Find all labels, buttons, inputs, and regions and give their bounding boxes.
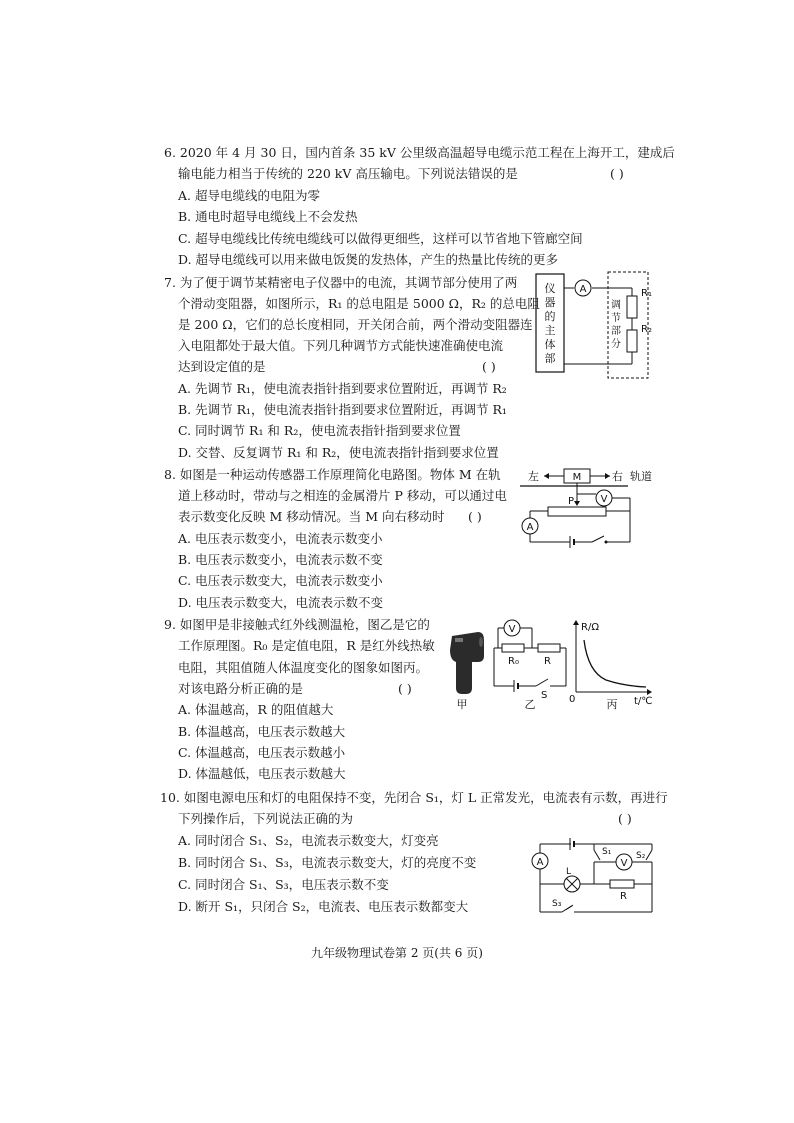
q9-graph-origin: 0 (569, 694, 576, 705)
q8-stem-line-1: 8. 如图是一种运动传感器工作原理简化电路图。物体 M 在轨 (164, 467, 501, 482)
q9-r-label: R (544, 656, 551, 667)
q8-stem-line-3: 表示数变化反映 M 移动情况。当 M 向右移动时 (178, 509, 445, 524)
q10-s3-label: S₃ (552, 899, 562, 909)
q6-option-d: D. 超导电缆线可以用来做电饭煲的发热体，产生的热量比传统的更多 (178, 252, 559, 267)
q9-r0 (502, 644, 524, 652)
q7-r2-label: R₂ (641, 324, 652, 335)
q10-voltmeter-label: V (620, 858, 628, 869)
q8-object-label: M (572, 472, 582, 483)
q9-option-a: A. 体温越高，R 的阻值越大 (178, 702, 334, 717)
q10-s2-label: S₂ (636, 851, 646, 861)
q8-option-a: A. 电压表示数变小，电流表示数变小 (178, 531, 383, 546)
q8-slider-p (574, 501, 580, 506)
q9-graph (569, 620, 653, 707)
svg-text:部: 部 (611, 326, 621, 337)
q9-label-jia: 甲 (456, 698, 468, 711)
q9-circuit (494, 620, 566, 701)
q6-stem-line-1: 6. 2020 年 4 月 30 日，国内首条 35 kV 公里级高温超导电缆示范工程在上海开工，建成后 (164, 145, 675, 160)
q9-stem-line-1: 9. 如图甲是非接触式红外线测温枪，图乙是它的 (164, 617, 430, 632)
q7-option-b: B. 先调节 R₁，使电流表指针指到要求位置附近，再调节 R₁ (178, 402, 507, 417)
q9-stem-line-3: 电阻，其阻值随人体温度变化的图象如图丙。 (178, 660, 429, 675)
q10-stem-line-2: 下列操作后，下列说法正确的为 (178, 811, 354, 826)
q7-stem-line-1: 7. 为了便于调节某精密电子仪器中的电流，其调节部分使用了两 (164, 275, 518, 290)
q7-option-d: D. 交替、反复调节 R₁ 和 R₂，使电流表指针指到要求位置 (178, 445, 499, 460)
q9-label-yi: 乙 (524, 698, 536, 711)
q8-option-d: D. 电压表示数变大，电流表示数不变 (178, 595, 384, 610)
q9-option-c: C. 体温越高，电压表示数越小 (178, 745, 346, 760)
q6-option-b: B. 通电时超导电缆线上不会发热 (178, 209, 358, 224)
q9-switch (536, 679, 548, 686)
q7-main-label-1: 仪 (544, 282, 556, 295)
svg-text:调: 调 (611, 300, 621, 311)
svg-text:的: 的 (544, 310, 556, 323)
q10-circuit-figure (526, 836, 662, 918)
q10-option-b: B. 同时闭合 S₁、S₃，电流表示数变大，灯的亮度不变 (178, 855, 477, 870)
q9-figures (446, 614, 660, 712)
q8-ammeter-label: A (526, 522, 534, 533)
page-footer: 九年级物理试卷第 2 页(共 6 页) (311, 946, 483, 960)
q9-option-b: B. 体温越高，电压表示数越大 (178, 724, 346, 739)
q7-r1-rheostat (627, 296, 637, 318)
q8-slider-label: P (568, 496, 575, 507)
q9-switch-label: S (541, 690, 548, 701)
q8-option-b: B. 电压表示数变小，电流表示数不变 (178, 552, 383, 567)
q7-stem-line-3: 是 200 Ω，它们的总长度相同，开关闭合前，两个滑动变阻器连 (178, 317, 533, 332)
q10-stem-line-1: 10. 如图电源电压和灯的电阻保持不变，先闭合 S₁，灯 L 正常发光，电流表有示数，再进行 (160, 790, 668, 805)
q8-resistor (548, 507, 606, 516)
q7-stem-line-2: 个滑动变阻器，如图所示，R₁ 的总电阻是 5000 Ω，R₂ 的总电阻 (178, 296, 540, 311)
q9-graph-curve (584, 640, 646, 687)
q9-voltmeter-label: V (508, 624, 516, 635)
q9-answer-paren: ( ) (398, 681, 412, 696)
q10-lamp-label: L (566, 867, 572, 877)
q7-r2-rheostat (627, 330, 637, 352)
q8-switch (592, 536, 604, 542)
q7-option-a: A. 先调节 R₁，使电流表指针指到要求位置附近，再调节 R₂ (178, 381, 507, 396)
q9-graph-y-label: R/Ω (581, 622, 599, 633)
q7-stem-line-5: 达到设定值的是 (178, 359, 266, 374)
q10-answer-paren: ( ) (618, 811, 632, 826)
svg-text:分: 分 (611, 339, 621, 350)
q10-r-label: R (620, 891, 627, 902)
q10-switch-s1 (594, 850, 600, 860)
q10-option-a: A. 同时闭合 S₁、S₂，电流表示数变大，灯变亮 (178, 833, 439, 848)
q9-thermometer-gun (450, 632, 484, 694)
q7-circuit-figure (528, 268, 654, 384)
q6-stem-line-2: 输电能力相当于传统的 220 kV 高压输电。下列说法错误的是 (178, 166, 518, 181)
q9-stem-line-2: 工作原理图。R₀ 是定值电阻，R 是红外线热敏 (178, 638, 435, 653)
q9-stem-line-4: 对该电路分析正确的是 (178, 681, 304, 696)
q8-left-label: 左 (528, 470, 539, 483)
q8-circuit-figure (518, 464, 668, 552)
q8-option-c: C. 电压表示数变大，电流表示数变小 (178, 573, 383, 588)
q9-label-bing: 丙 (606, 698, 618, 711)
svg-text:节: 节 (611, 313, 621, 324)
q9-graph-x-label: t/℃ (634, 696, 653, 707)
q10-s1-label: S₁ (602, 847, 612, 857)
q8-answer-paren: ( ) (468, 509, 482, 524)
q10-ammeter-label: A (536, 857, 544, 868)
q9-option-d: D. 体温越低，电压表示数越大 (178, 766, 346, 781)
q9-r (538, 644, 560, 652)
q7-answer-paren: ( ) (482, 359, 496, 374)
q10-switch-s2 (646, 850, 652, 860)
q9-r0-label: R₀ (508, 656, 519, 667)
q8-track-label: 轨道 (630, 470, 652, 483)
svg-text:体: 体 (544, 338, 556, 351)
q8-voltmeter-label: V (600, 494, 608, 505)
q8-right-label: 右 (612, 470, 623, 483)
svg-text:部: 部 (544, 352, 556, 365)
q7-r1-label: R₁ (641, 288, 652, 299)
q8-stem-line-2: 道上移动时，带动与之相连的金属滑片 P 移动，可以通过电 (178, 488, 507, 503)
q10-resistor (610, 880, 634, 888)
q10-option-c: C. 同时闭合 S₁、S₃，电压表示数不变 (178, 877, 389, 892)
q10-option-d: D. 断开 S₁，只闭合 S₂，电流表、电压表示数都变大 (178, 899, 469, 914)
svg-text:器: 器 (544, 296, 556, 309)
q7-ammeter-label: A (579, 284, 587, 295)
q6-option-c: C. 超导电缆线比传统电缆线可以做得更细些，这样可以节省地下管廊空间 (178, 231, 583, 246)
q6-option-a: A. 超导电缆线的电阻为零 (178, 188, 320, 203)
q6-answer-paren: ( ) (610, 166, 624, 181)
q7-option-c: C. 同时调节 R₁ 和 R₂，使电流表指针指到要求位置 (178, 423, 461, 438)
svg-text:主: 主 (544, 324, 556, 337)
q7-stem-line-4: 入电阻都处于最大值。下列几种调节方式能快速准确使电流 (178, 338, 504, 353)
